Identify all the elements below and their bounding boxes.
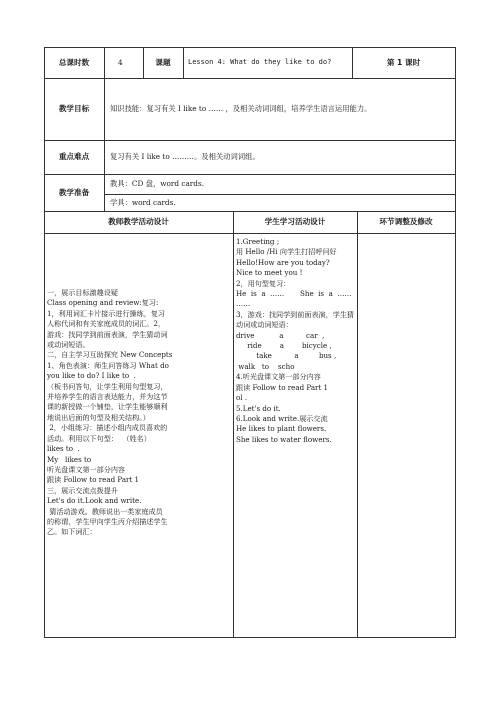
teacher-line: 1，利用词汇卡片接示进行操练，复习: [47, 308, 166, 318]
student-line: She likes to water flowers.: [236, 434, 332, 444]
student-line: 4.听光盘课文第一部分内容: [236, 372, 321, 382]
prep-student-tools: 学具：word cards.: [110, 197, 176, 207]
col-divider: [357, 211, 358, 638]
student-line: drive a car ,: [236, 330, 325, 340]
teacher-line: 1、角色表演：师生问答练习 What do: [47, 360, 169, 370]
student-line: ……: [236, 299, 251, 309]
teacher-line: 游戏：找同学到前面表演，学生猜动词: [47, 329, 168, 339]
teacher-line: 人称代词和有关家庭成员的词汇。2，: [47, 319, 166, 329]
adjust-column-header: 环节调整及修改: [379, 217, 433, 227]
objective-text: 知识技能：复习有关 I like to …… ，及相关动词词组，培养学生语言运用能力。: [110, 104, 372, 114]
row-divider: [44, 233, 456, 234]
student-line: 6.Look and write.展示交流: [236, 413, 328, 423]
teacher-line: 并培养学生的语言表达能力，并为这节: [47, 392, 168, 402]
period-label: 第 1 课时: [386, 57, 421, 67]
teacher-line: 跟读 Follow to read Part 1: [47, 475, 140, 485]
teacher-line: 的称谓，学生甲向学生丙介绍描述学生: [47, 516, 168, 526]
student-line: Nice to meet you !: [236, 268, 303, 278]
teacher-line: 乙。如下词汇：: [47, 527, 97, 537]
student-line: 用 Hello /Hi 向学生打招呼问好: [236, 247, 337, 257]
teacher-line: you like to do? I like to .: [47, 371, 136, 381]
teacher-line: 或动词短语。: [47, 340, 90, 350]
topic-value: Lesson 4: What do they like to do?: [188, 58, 332, 67]
hours-label: 总课时数: [58, 57, 90, 67]
teacher-line: 活动。利用以下句型： （姓名）: [47, 433, 151, 443]
prep-teacher-tools: 教具：CD 盘，word cards.: [110, 179, 205, 189]
hours-value: 4: [118, 57, 123, 67]
student-column-header: 学生学习活动设计: [264, 217, 326, 227]
student-line: 1.Greeting ;: [236, 237, 280, 246]
student-line: Hello!How are you today?: [236, 257, 330, 267]
objective-label: 教学目标: [58, 104, 90, 114]
student-activity-block: [236, 237, 356, 445]
student-line: ol .: [236, 393, 248, 403]
student-line: take a bus ,: [236, 351, 337, 361]
student-line: 跟读 Follow to read Part 1: [236, 382, 329, 392]
teacher-line: 三，展示交流点拨提升: [47, 485, 118, 495]
keypoints-label: 重点难点: [58, 152, 90, 162]
teacher-line: 2，小组练习：描述小组内成员喜欢的: [47, 423, 168, 433]
student-line: 2，用句型复习：: [236, 278, 291, 288]
teacher-line: 猜活动游戏。教师说出一类家庭成员: [47, 506, 163, 516]
col-divider: [233, 211, 234, 638]
teacher-line: My likes to: [47, 454, 92, 464]
teacher-line: Let's do it.Look and write.: [47, 496, 142, 506]
teacher-column-header: 教师教学活动设计: [108, 217, 169, 227]
teacher-line: likes to .: [47, 444, 80, 454]
keypoints-text: 复习有关 I like to ………。及相关动词词组。: [110, 152, 260, 162]
table-right-border: [455, 47, 456, 638]
student-line: He is a …… She is a ……: [236, 289, 352, 299]
student-line: He likes to plant flowers.: [236, 424, 327, 434]
teacher-line: 听光盘课文第一部分内容: [47, 464, 126, 474]
topic-label: 课题: [155, 57, 171, 67]
teacher-line: （板书问答句，让学生利用句型复习，: [47, 381, 168, 391]
student-line: walk to scho: [236, 361, 295, 371]
student-line: 5.Let's do it.: [236, 403, 281, 413]
teacher-line: Class opening and review:复习:: [47, 298, 159, 308]
student-line: 动词或动词短语：: [236, 320, 293, 330]
table-bottom-border: [44, 637, 456, 638]
teacher-activity-block: [47, 288, 231, 538]
teacher-line: 地说出后面的句型及相关结构。）: [47, 412, 150, 422]
student-line: 3，游戏：找同学到前面表演，学生猜: [236, 309, 355, 319]
student-line: ride a bicycle ,: [236, 341, 332, 351]
teacher-line: 二，自主学习互助探究 New Concepts: [47, 350, 173, 360]
teacher-line: 课的新授做一个铺垫，让学生能够顺利: [47, 402, 168, 412]
teacher-line: 一，展示目标激趣设疑: [47, 288, 118, 297]
prep-label: 教学准备: [58, 187, 90, 197]
